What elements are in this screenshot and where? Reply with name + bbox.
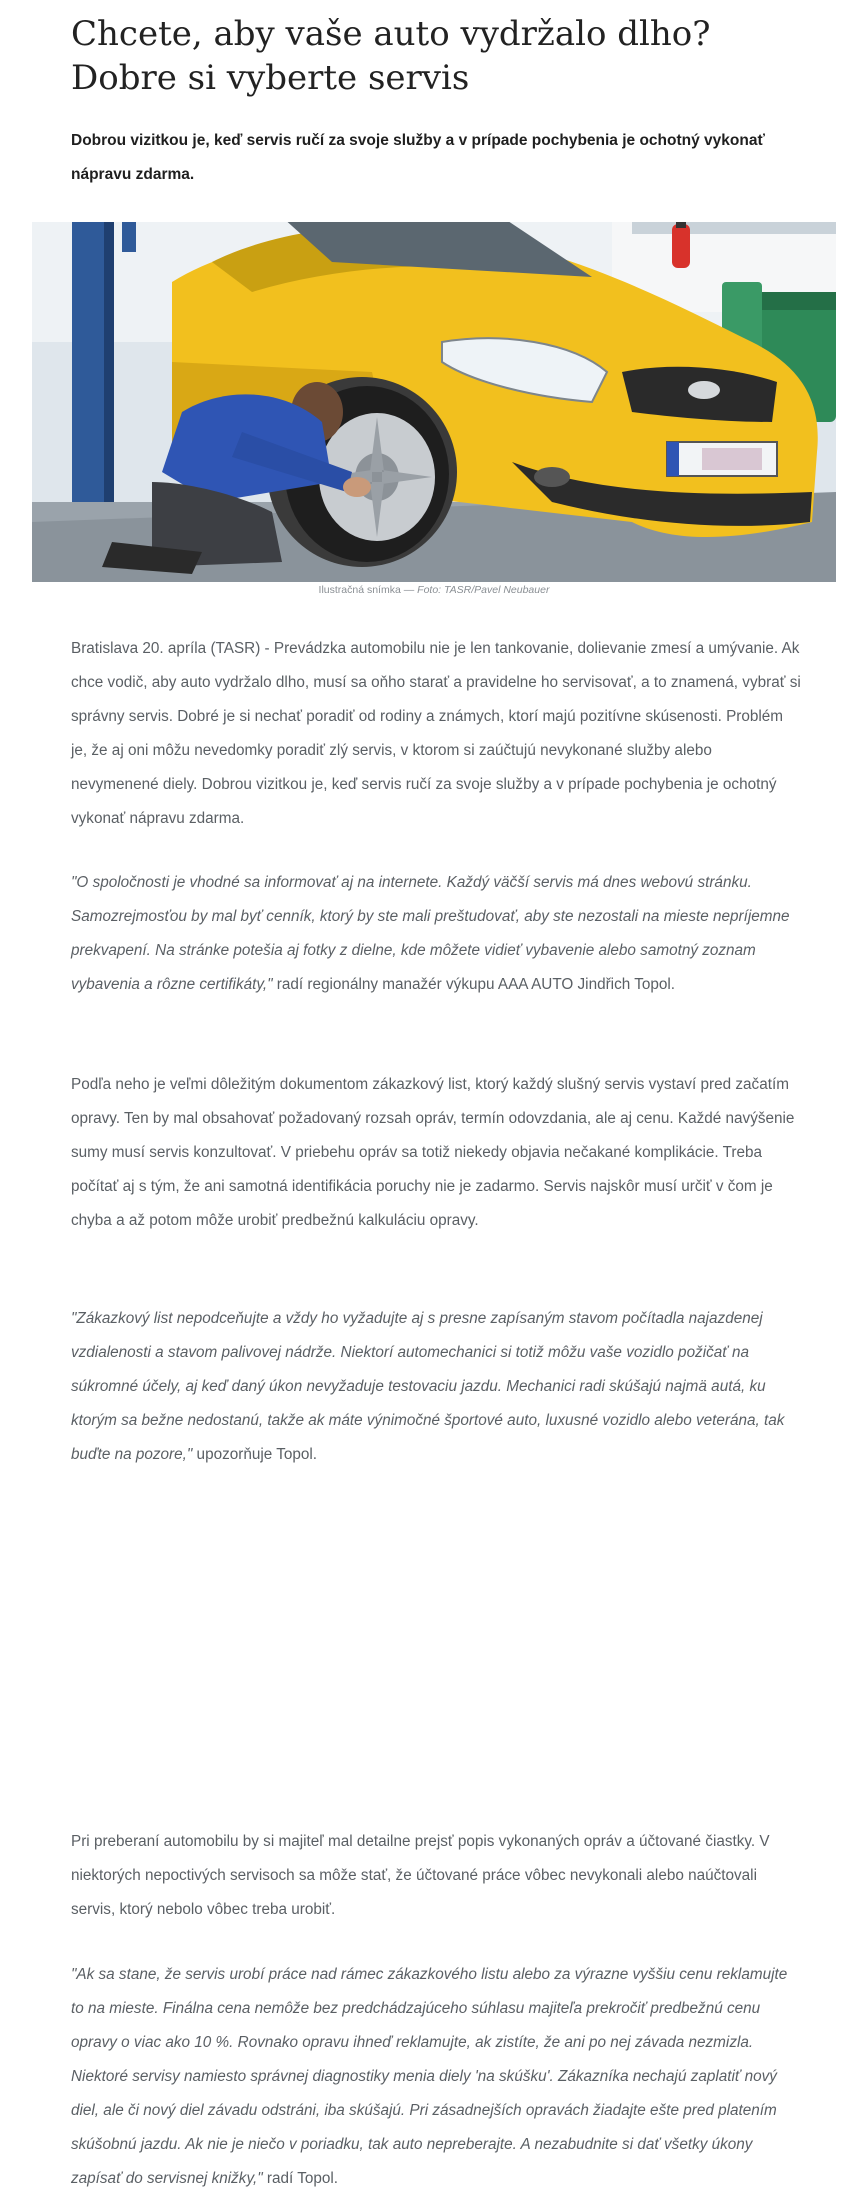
quote-attribution: radí regionálny manažér výkupu AAA AUTO Jindřich Topol. bbox=[272, 976, 676, 993]
article-paragraph-1: Bratislava 20. apríla (TASR) - Prevádzka automobilu nie je len tankovanie, dolievanie zmesí a umývanie. Ak chce vodič, aby auto vydržalo dlho, musí sa oňho starať a pravidelne ho servisovať, a to znamená, vybrať si správny servis. Dobré je si nechať poradiť od rodiny a známych, ktorí majú pozitívne skúsenosti. Problém je, že aj oni môžu nevedomky poradiť zlý servis, v ktorom si zaúčtujú nevykonané služby alebo nevymenené diely. Dobrou vizitkou je, keď servis ručí za svoje služby a v prípade pochybenia je ochotný vykonať nápravu zdarma. bbox=[71, 640, 801, 827]
article-hero-image bbox=[32, 222, 836, 582]
article-quote-3 bbox=[71, 1958, 801, 2196]
quote-text: "Ak sa stane, že servis urobí práce nad rámec zákazkového listu alebo za výrazne vyššiu cenu reklamujte to na mieste. Finálna cena nemôže bez predchádzajúceho súhlasu majiteľa prekročiť predbežnú cenu opravy o viac ako 10 %. Rovnako opravu ihneď reklamujte, ak zistíte, že ani po nej závada nezmizla. Niektoré servisy namiesto správnej diagnostiky menia diely 'na skúšku'. Zákazníka nechajú zaplatiť nový diel, ale či nový diel závadu odstráni, iba skúšajú. Pri zásadnejších opravách žiadajte ešte pred platením skúšobnú jazdu. Ak nie je niečo v poriadku, tak auto nepreberajte. A nezabudnite si dať všetky úkony zapísať do servisnej knižky," bbox=[71, 1966, 788, 2187]
article-lead: Dobrou vizitkou je, keď servis ručí za svoje služby a v prípade pochybenia je ochotný vykonať nápravu zdarma. bbox=[71, 132, 765, 183]
quote-text: "O spoločnosti je vhodné sa informovať aj na internete. Každý väčší servis má dnes webovú stránku. Samozrejmosťou by mal byť cenník, ktorý by ste mali preštudovať, aby ste nezostali na mieste nepríjemne prekvapení. Na stránke potešia aj fotky z dielne, kde môžete vidieť vybavenie alebo samotný zoznam vybavenia a rôzne certifikáty," bbox=[71, 874, 790, 993]
image-caption bbox=[32, 584, 836, 596]
article-quote-1 bbox=[71, 866, 801, 1002]
article-paragraph-2: Podľa neho je veľmi dôležitým dokumentom zákazkový list, ktorý každý slušný servis vystaví pred začatím opravy. Ten by mal obsahovať požadovaný rozsah opráv, termín odovzdania, ale aj cenu. Každé navýšenie sumy musí servis konzultovať. V priebehu opráv sa totiž niekedy objavia nečakané komplikácie. Treba počítať aj s tým, že ani samotná identifikácia poruchy nie je zadarmo. Servis najskôr musí určiť v čom je chyba a až potom môže urobiť predbežnú kalkuláciu opravy. bbox=[71, 1076, 795, 1229]
caption-prefix: Ilustračná snímka — bbox=[318, 584, 418, 596]
article-title: Chcete, aby vaše auto vydržalo dlho? Dobre si vyberte servis bbox=[71, 14, 711, 98]
quote-text: "Zákazkový list nepodceňujte a vždy ho vyžadujte aj s presne zapísaným stavom počítadla najazdenej vzdialenosti a stavom palivovej nádrže. Niektorí automechanici si totiž môžu vaše vozidlo požičať na súkromné účely, aj keď daný úkon nevyžaduje testovaciu jazdu. Mechanici radi skúšajú najmä autá, ku ktorým sa bežne nedostanú, takže ak máte výnimočné športové auto, luxusné vozidlo alebo veterána, tak buďte na pozore," bbox=[71, 1310, 785, 1463]
article-paragraph-3: Pri preberaní automobilu by si majiteľ mal detailne prejsť popis vykonaných opráv a účtované čiastky. V niektorých nepoctivých servisoch sa môže stať, že účtované práce vôbec nevykonali alebo naúčtovali servis, ktorý nebolo vôbec treba urobiť. bbox=[71, 1833, 770, 1918]
article-quote-2 bbox=[71, 1302, 801, 1472]
quote-attribution: upozorňuje Topol. bbox=[192, 1446, 318, 1463]
garage-car-illustration bbox=[32, 222, 836, 582]
caption-credit: Foto: TASR/Pavel Neubauer bbox=[417, 584, 550, 596]
quote-attribution: radí Topol. bbox=[262, 2170, 339, 2187]
